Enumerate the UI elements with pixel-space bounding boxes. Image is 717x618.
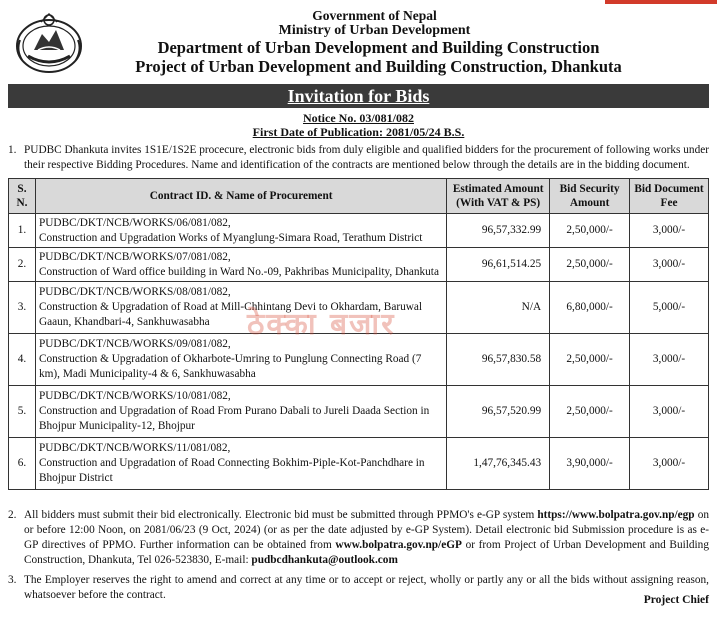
page-title: Invitation for Bids [287,86,430,106]
paragraph-number: 3. [8,574,17,586]
table-row [9,248,709,282]
contract-id: PUDBC/DKT/NCB/WORKS/11/081/082, [38,442,231,454]
table-header-row [9,179,709,214]
cell-bid-security: 2,50,000/- [550,334,630,386]
cell-sn: 3. [9,282,36,334]
cell-bid-security: 2,50,000/- [550,386,630,438]
contract-id: PUDBC/DKT/NCB/WORKS/06/081/082, [38,216,231,229]
contract-id: PUDBC/DKT/NCB/WORKS/10/081/082, [38,390,231,402]
header-government: Government of Nepal [312,8,437,23]
paragraph-3 [8,573,709,603]
contract-name: Construction & Upgradation of Road at Mill-Chhintang Devi to Okhardam, Baruwal Gaaun, Khandbari-4, Sankhuwasabha [38,301,423,328]
header-department: Department of Urban Development and Building Construction [157,38,600,57]
watermark-logo: ठेक्का बजार [247,307,396,342]
text-segment: or from Project of Urban Development and Building Construction, Dhankuta, Tel 026-523830, E-mail: [24,539,709,566]
header-contract: Contract ID. & Name of Procurement [35,179,446,214]
paragraph-1 [8,143,709,173]
publication-date: First Date of Publication: 2081/05/24 B.S. [252,125,465,139]
text-segment: on or before 12:00 Noon, on 2081/06/23 (9 Oct, 2024) (or as per the date adjusted by e-GP System). Detail electronic bid Submission procedure is as e-GP directives of PPMO. Further information can be obtained from [24,509,709,551]
cell-bid-security: 6,80,000/- [550,282,630,334]
contract-name: Construction and Upgradation of Road Connecting Bokhim-Piple-Kot-Panchdhare in Bhojpur District [38,457,425,484]
email-link[interactable]: pudbcdhankuta@outlook.com [251,554,398,566]
paragraph-number: 2. [8,509,17,521]
cell-sn: 5. [9,386,36,438]
cell-document-fee: 3,000/- [630,438,709,490]
header-document-fee: Bid Document Fee [630,179,709,214]
cell-estimated-amount: 96,57,332.99 [447,214,550,248]
header-estimated-amount: Estimated Amount (With VAT & PS) [447,179,550,214]
cell-contract [35,248,446,282]
title-banner [8,84,709,108]
header-bid-security: Bid Security Amount [550,179,630,214]
cell-estimated-amount: 96,61,514.25 [447,248,550,282]
table-row [9,386,709,438]
table-row [9,214,709,248]
contract-name: Construction of Ward office building in Ward No.-09, Pakhribas Municipality, Dhankuta [38,265,439,278]
bolpatra-link[interactable]: www.bolpatra.gov.np/eGP [335,539,462,551]
cell-contract [35,386,446,438]
cell-contract [35,438,446,490]
paragraph-text [24,508,709,568]
paragraph-text: PUDBC Dhankuta invites 1S1E/1S2E procecure, electronic bids from duly eligible and qualified bidders for the procurement of following works under their respective Bidding Procedures. Name and identification of the contracts are mentioned below through the details are in the bidding document. [24,144,709,171]
text-segment: All bidders must submit their bid electronically. Electronic bid must be submitted through PPMO's e-GP system [24,509,538,521]
cell-contract [35,214,446,248]
header-project: Project of Urban Development and Building Construction, Dhankuta [135,57,622,76]
cell-document-fee: 3,000/- [630,334,709,386]
cell-sn: 6. [9,438,36,490]
cell-estimated-amount: 96,57,520.99 [447,386,550,438]
cell-document-fee: 5,000/- [630,282,709,334]
table-row [9,438,709,490]
notice-number: Notice No. 03/081/082 [303,111,414,125]
paragraph-2 [8,508,709,568]
cell-sn: 1. [9,214,36,248]
cell-estimated-amount: 96,57,830.58 [447,334,550,386]
cell-bid-security: 2,50,000/- [550,214,630,248]
cell-document-fee: 3,000/- [630,386,709,438]
cell-estimated-amount: N/A [447,282,550,334]
contract-name: Construction and Upgradation Works of Myanglung-Simara Road, Terathum District [38,231,423,244]
contract-id: PUDBC/DKT/NCB/WORKS/07/081/082, [38,250,231,263]
header-sn: S. N. [9,179,36,214]
egp-link[interactable]: https://www.bolpatra.gov.np/egp [537,509,695,521]
signature: Project Chief [643,594,709,606]
cell-bid-security: 2,50,000/- [550,248,630,282]
contract-name: Construction & Upgradation of Okharbote-Umring to Punglung Connecting Road (7 km), Madi Municipality-4 & 6, Sankhuwasabha [38,353,422,380]
cell-estimated-amount: 1,47,76,345.43 [447,438,550,490]
paragraph-text: The Employer reserves the right to amend and correct at any time or to accept or reject, wholly or partly any or all the bids without assigning reason, whatsoever before the contract. [24,574,709,601]
header-ministry: Ministry of Urban Development [278,23,471,38]
cell-sn: 2. [9,248,36,282]
cell-sn: 4. [9,334,36,386]
contract-id: PUDBC/DKT/NCB/WORKS/08/081/082, [38,286,231,298]
cell-bid-security: 3,90,000/- [550,438,630,490]
contract-name: Construction and Upgradation of Road From Purano Dabali to Jureli Daada Section in Bhojpur Municipality-12, Bhojpur [38,405,430,432]
contract-id: PUDBC/DKT/NCB/WORKS/09/081/082, [38,338,231,350]
cell-document-fee: 3,000/- [630,214,709,248]
paragraph-number: 1. [8,144,17,156]
top-accent-strip [605,0,717,4]
cell-document-fee: 3,000/- [630,248,709,282]
